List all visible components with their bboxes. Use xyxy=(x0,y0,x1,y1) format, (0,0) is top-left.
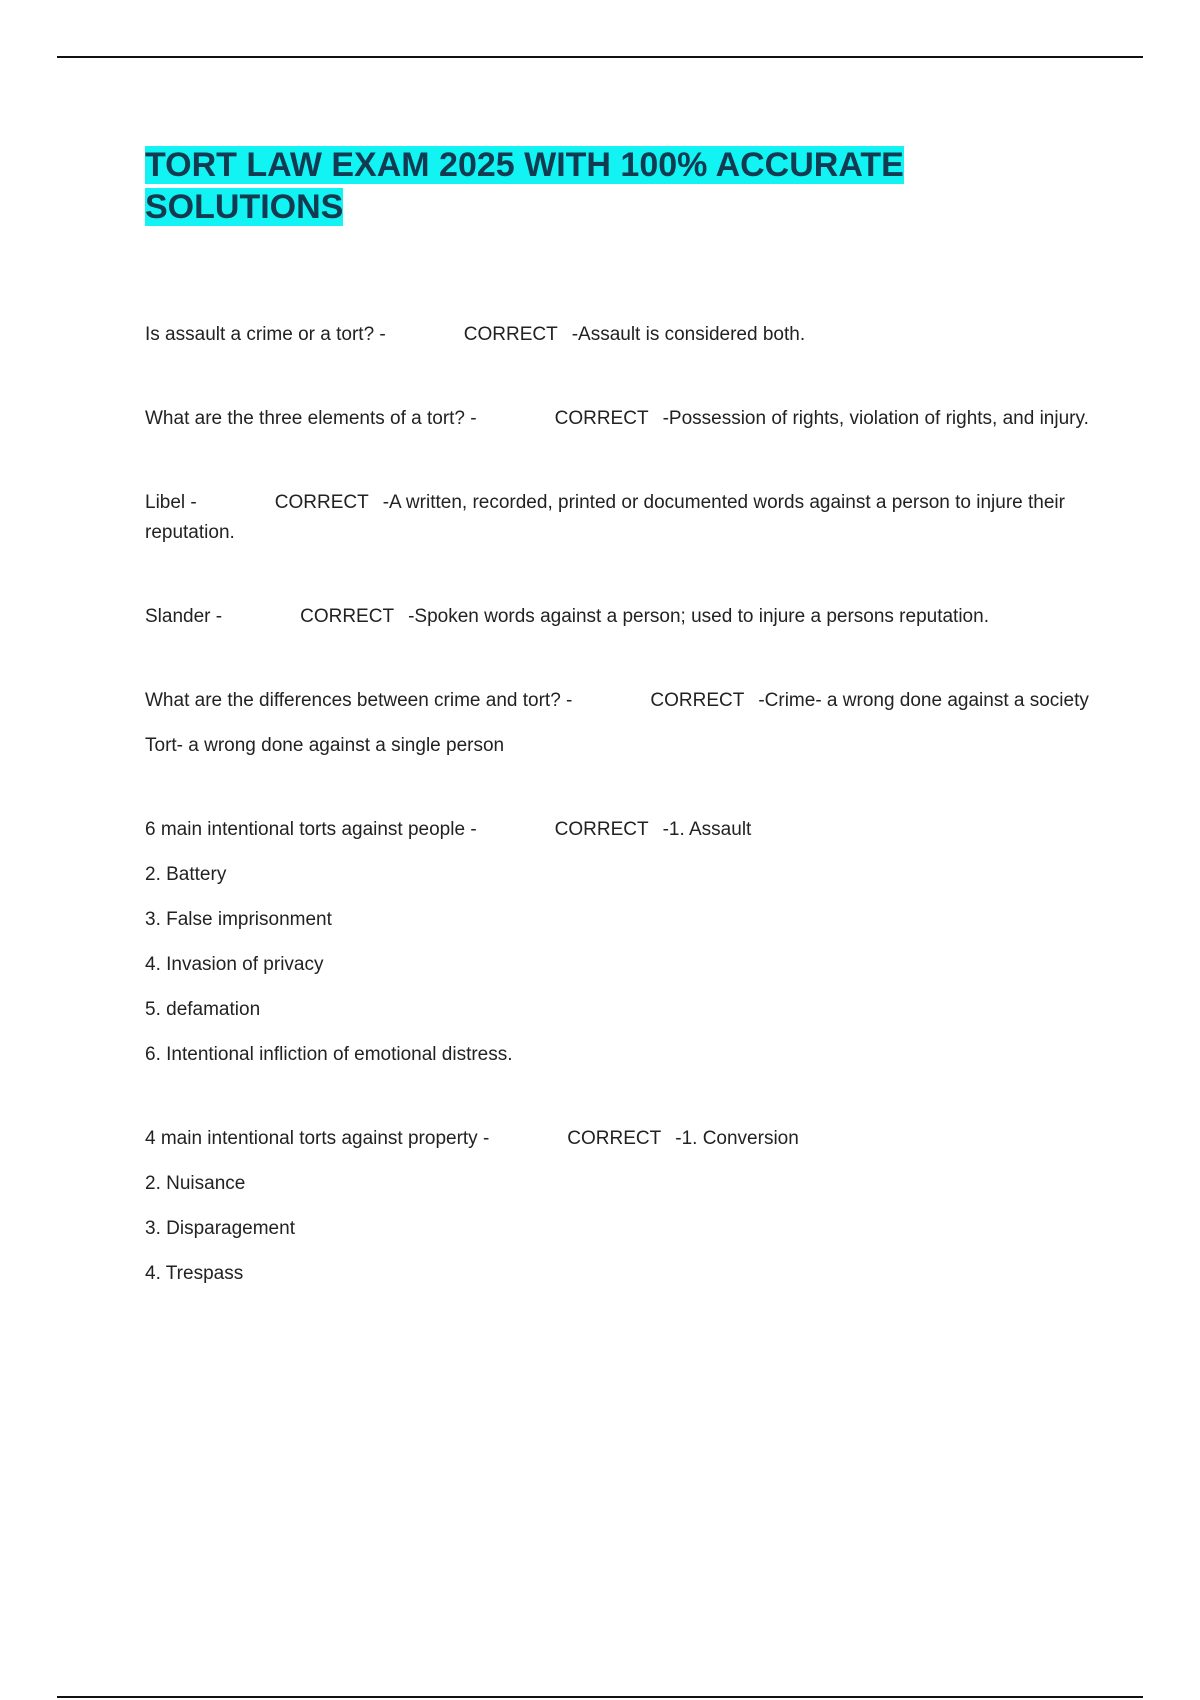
header-rule xyxy=(57,56,1143,58)
correct-tag: CORRECT xyxy=(554,408,649,429)
answer-continuation: 3. Disparagement xyxy=(145,1218,295,1239)
correct-tag: CORRECT xyxy=(274,492,369,513)
correct-tag: CORRECT xyxy=(650,690,745,711)
qa-item-3 xyxy=(145,488,1095,548)
qa-item-7 xyxy=(145,1124,1095,1289)
qa-line xyxy=(145,686,1095,716)
question-text: Libel - xyxy=(145,492,197,513)
qa-item-4 xyxy=(145,602,1095,632)
answer-text: -A written, recorded, printed or documented words against a person to injure their reputation. xyxy=(145,492,1065,543)
correct-tag: CORRECT xyxy=(300,606,395,627)
qa-line xyxy=(145,1124,1095,1154)
question-text: Slander - xyxy=(145,606,223,627)
answer-continuation: 4. Invasion of privacy xyxy=(145,954,324,975)
answer-text: -1. Assault xyxy=(662,819,752,840)
question-text: What are the three elements of a tort? - xyxy=(145,408,477,429)
qa-item-6 xyxy=(145,815,1095,1070)
footer-rule xyxy=(57,1696,1143,1698)
answer-text: -Crime- a wrong done against a society xyxy=(758,690,1089,711)
question-text: 4 main intentional torts against property - xyxy=(145,1128,490,1149)
document-title xyxy=(145,144,1095,228)
question-text: 6 main intentional torts against people - xyxy=(145,819,477,840)
qa-item-2 xyxy=(145,404,1095,434)
answer-text: -Assault is considered both. xyxy=(571,324,806,345)
qa-line xyxy=(145,404,1095,434)
answer-continuation: 3. False imprisonment xyxy=(145,909,332,930)
answer-continuation: 5. defamation xyxy=(145,999,261,1020)
answer-text: -Spoken words against a person; used to injure a persons reputation. xyxy=(408,606,989,627)
answer-text: -Possession of rights, violation of rights, and injury. xyxy=(662,408,1089,429)
document-title-text: TORT LAW EXAM 2025 WITH 100% ACCURATE SOLUTIONS xyxy=(145,146,904,226)
qa-line xyxy=(145,320,1095,350)
qa-item-5 xyxy=(145,686,1095,761)
answer-continuation: 4. Trespass xyxy=(145,1263,244,1284)
answer-text: -1. Conversion xyxy=(675,1128,799,1149)
qa-line xyxy=(145,602,1095,632)
correct-tag: CORRECT xyxy=(567,1128,662,1149)
qa-list xyxy=(145,320,1095,1289)
qa-item-1 xyxy=(145,320,1095,350)
qa-line xyxy=(145,488,1095,548)
question-text: What are the differences between crime and tort? - xyxy=(145,690,573,711)
qa-line xyxy=(145,815,1095,845)
correct-tag: CORRECT xyxy=(554,819,649,840)
correct-tag: CORRECT xyxy=(463,324,558,345)
answer-continuation: 2. Battery xyxy=(145,864,227,885)
question-text: Is assault a crime or a tort? - xyxy=(145,324,386,345)
document-body xyxy=(145,144,1095,1343)
answer-continuation: Tort- a wrong done against a single person xyxy=(145,735,505,756)
answer-continuation: 6. Intentional infliction of emotional distress. xyxy=(145,1044,513,1065)
answer-continuation: 2. Nuisance xyxy=(145,1173,246,1194)
